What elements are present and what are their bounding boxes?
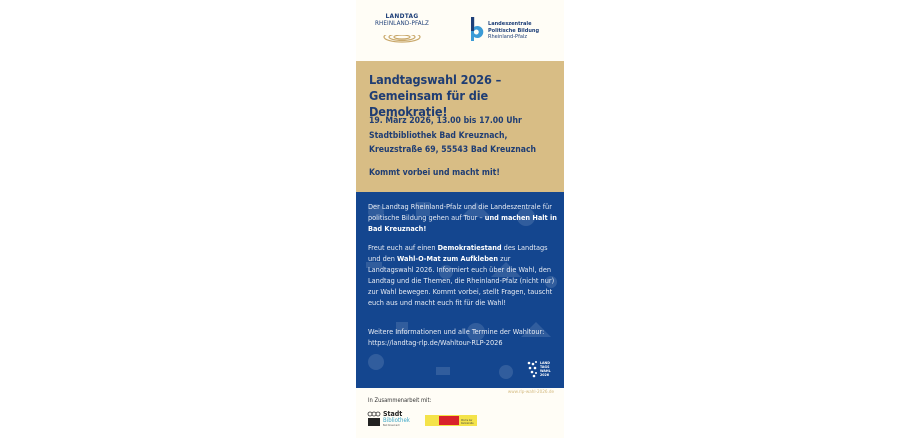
intro-text: Der Landtag Rheinland-Pfalz und die Landeszentrale für politische Bildung gehen auf Tour – xyxy=(368,202,552,222)
title-line1: Landtagswahl 2026 – xyxy=(369,72,502,87)
event-title xyxy=(369,72,564,120)
partner1-line1: Stadt xyxy=(383,410,403,418)
details-paragraph xyxy=(368,242,558,308)
event-date: 19. März 2026, 13.00 bis 17.00 Uhr xyxy=(369,116,522,126)
intro-paragraph xyxy=(368,201,558,234)
woche-der-demokratie-logo xyxy=(425,415,477,426)
logo-row xyxy=(356,0,564,60)
lpb-logo xyxy=(470,16,560,46)
event-venue: Stadtbibliothek Bad Kreuznach, xyxy=(369,130,508,141)
lpb-line1: Landeszentrale xyxy=(488,21,532,27)
header-panel xyxy=(356,61,564,192)
dots-map-icon xyxy=(526,360,540,378)
library-icon xyxy=(367,411,381,427)
partner1-line3: Bad Kreuznach xyxy=(383,424,400,427)
details-highlight-2: Wahl-O-Mat zum Aufkleben xyxy=(397,254,499,263)
lpb-logo-text xyxy=(488,21,539,41)
details-text-2: des Landtags und den xyxy=(368,243,548,263)
cooperation-label: In Zusammenarbeit mit: xyxy=(368,398,432,404)
partner2-label: Woche der Demokratie xyxy=(461,419,474,425)
details-text-1: Freut euch auf einen xyxy=(368,243,438,252)
stadtbibliothek-logo xyxy=(367,411,413,429)
plenary-hall-icon xyxy=(382,30,422,44)
lpb-line2: Politische Bildung xyxy=(488,27,540,34)
landtag-logo-line2: RHEINLAND-PFALZ xyxy=(374,20,429,27)
partner1-line2: Bibliothek xyxy=(383,417,410,424)
details-highlight-1: Demokratiestand xyxy=(437,243,502,252)
more-info-paragraph xyxy=(368,326,558,348)
title-line2: Gemeinsam für die Demokratie! xyxy=(369,88,489,119)
badge-text: LAND TAGS WAHL 2026 xyxy=(540,361,551,377)
landtag-logo xyxy=(372,12,432,44)
lpb-b-icon xyxy=(470,16,486,42)
footer-url[interactable]: www.rlp-wahl-2026.de xyxy=(507,390,554,395)
event-details xyxy=(369,114,536,158)
flyer xyxy=(356,0,564,438)
details-text-3: zur Landtagswahl 2026. Informiert euch über die Wahl, den Landtag und die Themen, die Rheinland-Pfalz (nicht nur) zur Wahl bewegen. Kommt vorbei, stellt Fragen, tauscht euch aus und macht euch fit für die Wahl! xyxy=(368,254,555,307)
more-info-text: Weitere Informationen und alle Termine der Wahltour: xyxy=(368,327,545,336)
lpb-line3: Rheinland-Pfalz xyxy=(488,34,527,41)
call-to-action: Kommt vorbei und macht mit! xyxy=(369,168,500,178)
description-panel xyxy=(356,192,564,388)
landtagswahl-badge xyxy=(526,360,556,382)
event-address: Kreuzstraße 69, 55543 Bad Kreuznach xyxy=(369,145,537,155)
partner2-red-block xyxy=(439,416,459,425)
intro-highlight: und machen Halt in Bad Kreuznach! xyxy=(368,213,557,233)
wahltour-link[interactable]: https://landtag-rlp.de/Wahltour-RLP-2026 xyxy=(368,338,503,347)
landtag-logo-line1: LANDTAG xyxy=(385,12,419,20)
